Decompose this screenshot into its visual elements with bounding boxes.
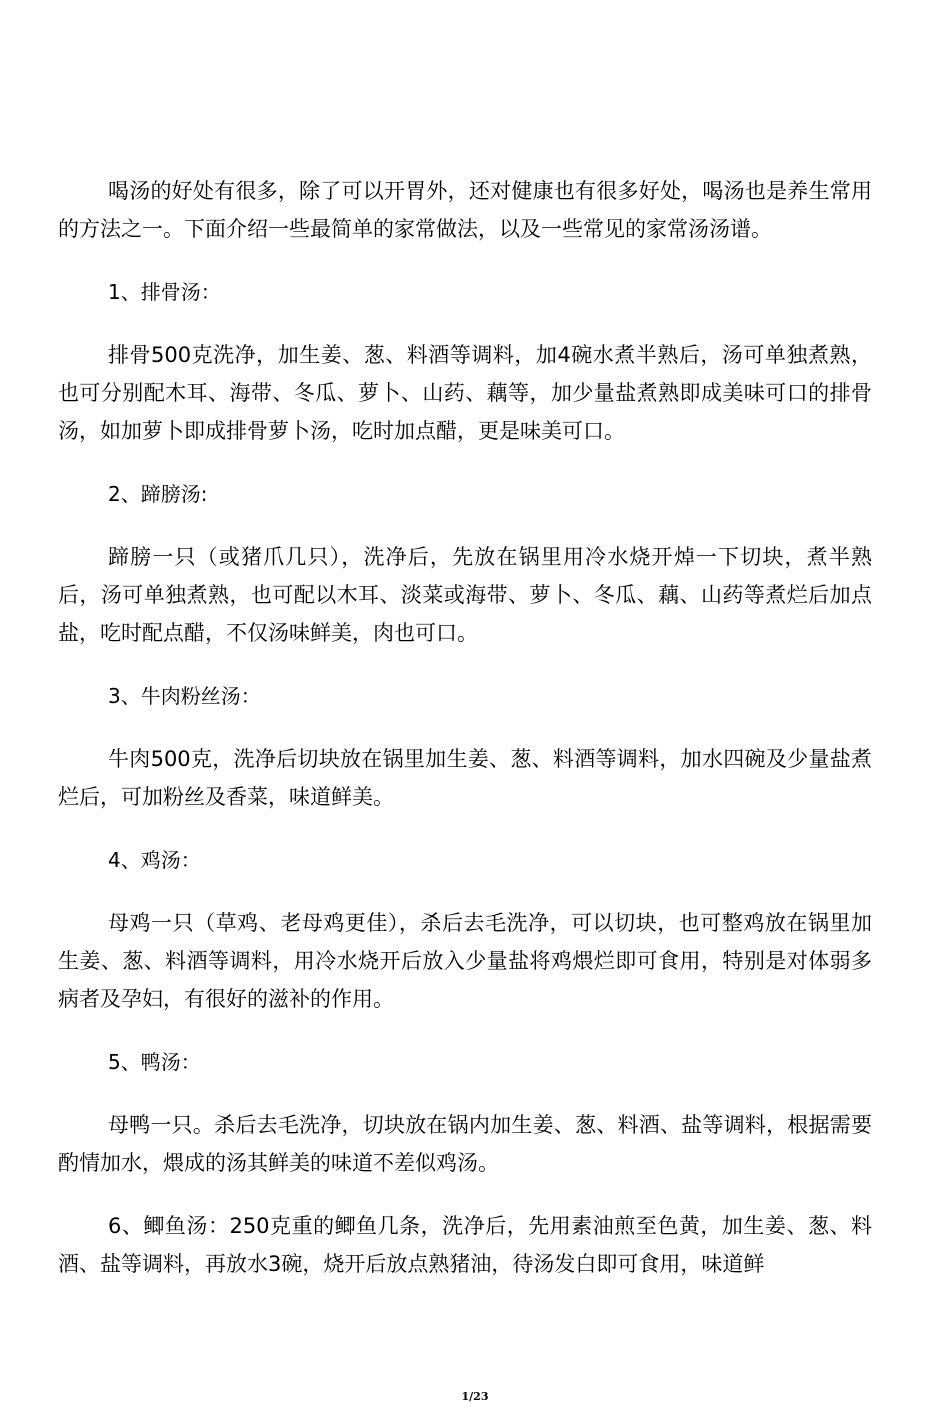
- section-body-beef-vermicelli-soup: 牛肉500克，洗净后切块放在锅里加生姜、葱、料酒等调料，加水四碗及少量盐煮烂后，可加粉丝及香菜，味道鲜美。: [58, 747, 872, 809]
- intro-paragraph: 喝汤的好处有很多，除了可以开胃外，还对健康也有很多好处，喝汤也是养生常用的方法之一。下面介绍一些最简单的家常做法，以及一些常见的家常汤汤谱。: [58, 179, 872, 241]
- section-heading-pork-hock-soup: 2、蹄膀汤:: [108, 482, 208, 506]
- page-number: 1/23: [461, 1390, 489, 1403]
- section-body-pork-hock-soup: 蹄膀一只（或猪爪几只），洗净后，先放在锅里用冷水烧开焯一下切块，煮半熟后，汤可单独煮熟，也可配以木耳、淡菜或海带、萝卜、冬瓜、藕、山药等煮烂后加点盐，吃时配点醋，不仅汤味鲜美，肉也可口。: [58, 545, 872, 645]
- section-heading-duck-soup: 5、鸭汤：: [108, 1050, 201, 1074]
- section-body-chicken-soup: 母鸡一只（草鸡、老母鸡更佳），杀后去毛洗净，可以切块，也可整鸡放在锅里加生姜、葱、料酒等调料，用冷水烧开后放入少量盐将鸡煨烂即可食用，特别是对体弱多病者及孕妇，有很好的滋补的作用。: [58, 911, 872, 1011]
- section-heading-ribs-soup: 1、排骨汤：: [108, 280, 221, 304]
- section-body-duck-soup: 母鸭一只。杀后去毛洗净，切块放在锅内加生姜、葱、料酒、盐等调料，根据需要酌情加水，煨成的汤其鲜美的味道不差似鸡汤。: [58, 1113, 872, 1175]
- document-body: [58, 172, 872, 1283]
- section-crucian-carp-soup: 6、鲫鱼汤：250克重的鲫鱼几条，洗净后，先用素油煎至色黄，加生姜、葱、料酒、盐等调料，再放水3碗，烧开后放点熟猪油，待汤发白即可食用，味道鲜: [58, 1214, 872, 1276]
- section-heading-chicken-soup: 4、鸡汤：: [108, 848, 201, 872]
- section-body-ribs-soup: 排骨500克洗净，加生姜、葱、料酒等调料，加4碗水煮半熟后，汤可单独煮熟，也可分别配木耳、海带、冬瓜、萝卜、山药、藕等，加少量盐煮熟即成美味可口的排骨汤，如加萝卜即成排骨萝卜汤，吃时加点醋，更是味美可口。: [58, 343, 872, 443]
- section-heading-beef-vermicelli-soup: 3、牛肉粉丝汤：: [108, 684, 261, 708]
